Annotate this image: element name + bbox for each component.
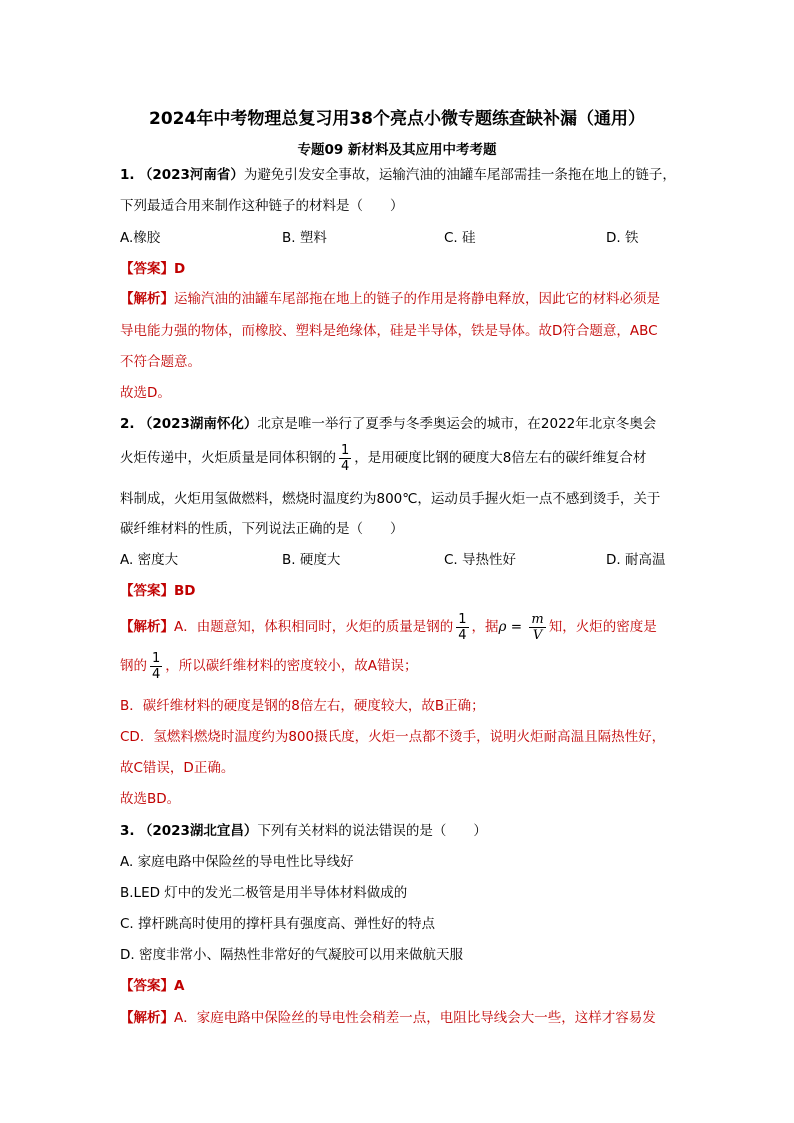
q2-analysis-text-1b: ，据 [471,619,499,635]
q2-analysis-option-cd-2: 故C错误，D正确。 [120,760,235,776]
q2-analysis-option-cd-1: CD．氢燃料燃烧时温度约为800摄氏度，火炬一点都不烫手，说明火炬耐高温且隔热性好， [120,729,666,745]
q2-option-b: B. 硬度大 [282,552,341,568]
q2-stem-line-4: 碳纤维材料的性质，下列说法正确的是（ ） [120,521,404,537]
q1-analysis-text-1: 运输汽油的油罐车尾部拖在地上的链子的作用是将静电释放，因此它的材料必须是 [174,291,660,307]
q3-option-a: A. 家庭电路中保险丝的导电性比导线好 [120,854,354,870]
q2-fraction-numerator: 1 [341,442,350,458]
q1-conclusion: 故选D。 [120,385,171,401]
q3-option-d: D. 密度非常小、隔热性非常好的气凝胶可以用来做航天服 [120,947,463,963]
q1-answer-value: D [174,261,186,277]
q2-stem-text-2b: ，是用硬度比钢的硬度大8倍左右的碳纤维复合材 [354,450,647,466]
q2-stem-text-2a: 火炬传递中，火炬质量是同体积钢的 [120,450,336,466]
q2-conclusion: 故选BD。 [120,791,181,807]
q2-analysis-fraction-denominator: 4 [458,627,467,643]
density-formula [498,611,549,643]
q1-analysis-line-2: 导电能力强的物体，而橡胶、塑料是绝缘体，硅是半导体，铁是导体。故D符合题意，ABC [120,323,658,339]
q2-analysis-fraction-numerator-2: 1 [152,650,161,666]
equals-sign: = [506,619,527,635]
q1-stem-text-1: 为避免引发安全事故，运输汽油的油罐车尾部需挂一条拖在地上的链子， [243,167,676,183]
q2-fraction-quarter [339,443,351,474]
q3-answer [120,977,184,995]
q2-analysis-fraction-quarter-2 [150,651,162,682]
q2-analysis-fraction-numerator: 1 [458,611,467,627]
q3-option-b: B.LED 灯中的发光二极管是用半导体材料做成的 [120,885,408,901]
q2-analysis-option-b: B．碳纤维材料的硬度是钢的8倍左右，硬度较大，故B正确； [120,698,485,714]
q3-source: （2023湖北宜昌） [138,823,258,839]
q2-analysis-line-1 [120,609,657,645]
q2-answer-value: BD [174,583,196,599]
q2-analysis-fraction-denominator-2: 4 [152,666,161,682]
q2-option-c: C. 导热性好 [444,552,517,568]
q2-analysis-label: 【解析】 [120,619,174,635]
q3-analysis-label: 【解析】 [120,1010,174,1026]
q2-stem-line-3: 料制成，火炬用氢做燃料，燃烧时温度约为800℃，运动员手握火炬一点不感到烫手，关于 [120,491,661,507]
q2-option-d: D. 耐高温 [606,552,666,568]
q1-source: （2023河南省） [138,167,244,183]
q1-stem-line-2: 下列最适合用来制作这种链子的材料是（ ） [120,198,404,214]
q1-option-d: D. 铁 [606,230,639,246]
q2-analysis-text-2b: ，所以碳纤维材料的密度较小，故A错误； [165,658,418,674]
q1-answer-label: 【答案】 [120,261,174,277]
q2-option-a: A. 密度大 [120,552,179,568]
q3-option-c: C. 撑杆跳高时使用的撑杆具有强度高、弹性好的特点 [120,916,436,932]
q2-analysis-text-1c: 知，火炬的密度是 [548,619,657,635]
q1-number: 1. [120,167,135,183]
page-subtitle: 专题09 新材料及其应用中考考题 [297,142,497,158]
q2-analysis-text-1a: A．由题意知，体积相同时，火炬的质量是钢的 [174,619,454,635]
mass-symbol: m [531,611,544,627]
q2-answer [120,582,196,600]
q3-number: 3. [120,823,135,839]
page-title: 2024年中考物理总复习用38个亮点小微专题练查缺补漏（通用） [149,109,645,129]
mass-over-volume-fraction [529,612,545,643]
q3-answer-value: A [174,978,185,994]
q1-option-b: B. 塑料 [282,230,327,246]
q3-analysis-line-1 [120,1009,656,1027]
q1-answer [120,260,185,278]
q3-stem-text: 下列有关材料的说法错误的是（ ） [257,823,487,839]
q2-analysis-text-2a: 钢的 [120,658,147,674]
volume-symbol: V [529,627,545,643]
q1-analysis-label: 【解析】 [120,291,174,307]
q1-option-c: C. 硅 [444,230,476,246]
q3-stem-line [120,822,487,840]
q2-stem-line-1 [120,415,656,433]
q2-stem-line-2 [120,440,646,476]
q2-stem-text-1: 北京是唯一举行了夏季与冬季奥运会的城市，在2022年北京冬奥会 [257,416,657,432]
q1-option-a: A.橡胶 [120,230,161,246]
q1-analysis-line-3: 不符合题意。 [120,354,201,370]
q2-analysis-fraction-quarter [456,612,468,643]
q2-analysis-line-2 [120,648,418,684]
q1-stem-line-1 [120,166,676,184]
q2-number: 2. [120,416,135,432]
q3-answer-label: 【答案】 [120,978,174,994]
q1-analysis-line-1 [120,290,660,308]
q2-answer-label: 【答案】 [120,583,174,599]
rho-symbol: ρ [498,619,507,635]
q3-analysis-text-1: A．家庭电路中保险丝的导电性会稍差一点，电阻比导线会大一些，这样才容易发 [174,1010,656,1026]
q2-source: （2023湖南怀化） [138,416,258,432]
q2-fraction-denominator: 4 [341,458,350,474]
